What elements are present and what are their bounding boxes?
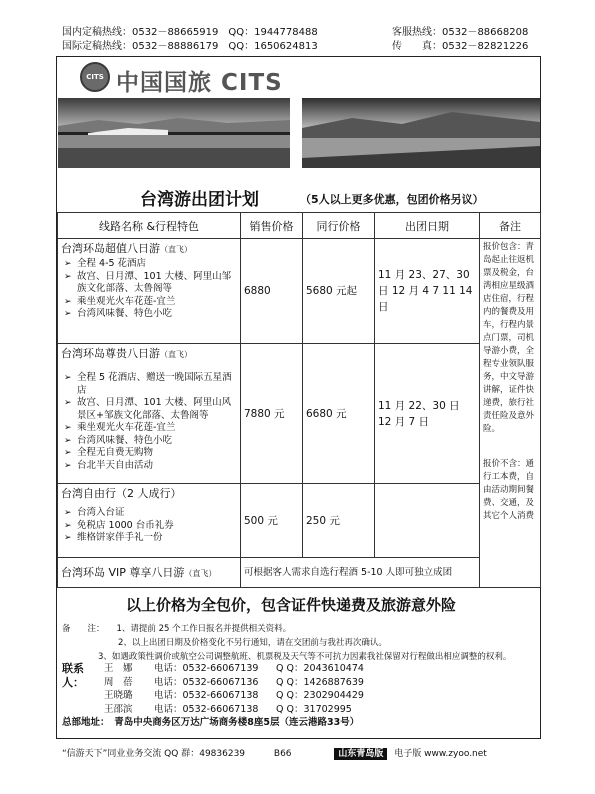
note-item: 1、请提前 25 个工作日报名并提供相关资料。 xyxy=(116,624,292,634)
list-item: ➢ 台湾入台证 xyxy=(77,507,237,520)
remark-excluded: 报价不含：通行工本费，自由活动期间餐费、交通，及其它个人消费 xyxy=(483,459,535,521)
feature-list xyxy=(61,258,237,321)
contact-row xyxy=(104,689,364,703)
list-item: ➢ 免税店 1000 台币礼券 xyxy=(77,520,237,533)
list-item: ➢ 台湾风味餐、特色小吃 xyxy=(77,308,237,321)
peer-price: 6680 元 xyxy=(303,344,375,484)
departure-dates: 11 月 22、30 日 12 月 7 日 xyxy=(375,344,480,484)
contact-row xyxy=(104,676,364,690)
sale-price: 7880 元 xyxy=(241,344,303,484)
contact-name: 周 蓓 xyxy=(104,676,133,688)
logo-text: 中国国旅 CITS xyxy=(116,70,283,96)
international-hotline: 国际定稿热线：0532－88886179 QQ：1650624813 xyxy=(62,41,318,52)
contact-qq: Q Q：31702995 xyxy=(276,703,352,715)
table-row xyxy=(58,344,541,484)
contact-phone: 电话：0532-66067136 xyxy=(154,676,259,688)
sale-price: 500 元 xyxy=(241,484,303,558)
edition-badge: 山东青岛版 xyxy=(334,748,387,760)
header-sale-price: 销售价格 xyxy=(241,213,303,239)
list-item: ➢ 全程 4-5 花酒店 xyxy=(77,258,237,271)
peer-price: 250 元 xyxy=(303,484,375,558)
header-dates: 出团日期 xyxy=(375,213,480,239)
contacts-section xyxy=(62,662,364,730)
domestic-hotline: 国内定稿热线：0532－88665919 QQ：1944778488 xyxy=(62,27,318,38)
table-row xyxy=(58,558,541,588)
table-row xyxy=(58,239,541,344)
route-name: 台湾自由行（2 人成行） xyxy=(61,487,182,500)
route-name: 台湾环岛 VIP 尊享八日游（直飞） xyxy=(61,565,217,579)
header-remarks: 备注 xyxy=(480,213,541,239)
peer-price: 5680 元起 xyxy=(303,239,375,344)
page-subtitle: （5人以上更多优惠，包团价格另议） xyxy=(300,193,484,206)
contact-row xyxy=(104,703,364,717)
remark-included: 报价包含：青岛起止往返机票及税金，台湾相应星级酒店住宿，行程内的餐费及用车，行程内景点门票，司机导游小费，全程专业领队服务，中文导游讲解，证件快递费，旅行社责任险及意外险。 xyxy=(483,242,535,434)
feature-list xyxy=(61,372,237,472)
route-name: 台湾环岛尊贵八日游（直飞） xyxy=(61,347,192,360)
list-item: ➢ 乘坐观光火车花莲-宜兰 xyxy=(77,422,237,435)
footer xyxy=(62,746,487,759)
header-route: 线路名称 &行程特色 xyxy=(58,213,241,239)
contact-name: 王 娜 xyxy=(104,663,133,674)
sale-price: 6880 xyxy=(241,239,303,344)
contact-qq: Q Q：2043610474 xyxy=(276,663,364,674)
feature-list xyxy=(61,507,237,545)
notes-label: 备 注： xyxy=(62,624,105,634)
contact-phone: 电话：0532-66067139 xyxy=(154,663,259,674)
cits-logo xyxy=(80,62,300,98)
list-item: ➢ 全程 5 花酒店、赠送一晚国际五星酒店 xyxy=(77,372,237,397)
fax-line: 传 真：0532－82821226 xyxy=(392,41,529,52)
contacts-label: 联系人： xyxy=(62,662,84,689)
table-header-row xyxy=(58,213,541,239)
list-item: ➢ 台湾风味餐、特色小吃 xyxy=(77,435,237,448)
note-item: 3、如遇政策性调价或航空公司调整航班、机票税及天气等不可抗力因素我社保留对行程做出相应调整的权利。 xyxy=(98,652,512,662)
table-row xyxy=(58,484,541,558)
list-item: ➢ 故宫、日月潭、101 大楼、阿里山邹族文化部落、太鲁阁等 xyxy=(77,271,237,296)
list-item: ➢ 维格饼家伴手礼一份 xyxy=(77,532,237,545)
list-item: ➢ 台北半天自由活动 xyxy=(77,460,237,473)
price-summary: 以上价格为全包价，包含证件快递费及旅游意外险 xyxy=(126,596,457,614)
departure-dates xyxy=(375,484,480,558)
footer-qq-group: “信游天下”同业业务交流 QQ 群：49836239 xyxy=(62,749,246,759)
list-item: ➢ 故宫、日月潭、101 大楼、阿里山风景区+邹族文化部落、太鲁阁等 xyxy=(77,397,237,422)
contact-name: 王晓璐 xyxy=(104,690,133,701)
departure-dates: 11 月 23、27、30 日 12 月 4 7 11 14 日 xyxy=(375,239,480,344)
page-number: B66 xyxy=(273,749,292,759)
footer-website: 电子版 www.zyoo.net xyxy=(394,749,487,759)
customer-hotline: 客服热线：0532－88668208 xyxy=(392,27,529,38)
list-item: ➢ 乘坐观光火车花莲-宜兰 xyxy=(77,296,237,309)
hq-address: 总部地址： 青岛中央商务区万达广场商务楼8座5层（连云港路33号） xyxy=(62,717,360,728)
contact-qq: Q Q：1426887639 xyxy=(276,676,364,688)
cits-emblem-icon: CITS xyxy=(80,62,110,92)
contact-phone: 电话：0532-66067138 xyxy=(154,690,259,701)
notes-section xyxy=(62,622,511,664)
note-item: 2、以上出团日期及价格变化不另行通知，请在交团前与我社再次确认。 xyxy=(118,638,387,648)
contact-phone: 电话：0532-66067138 xyxy=(154,703,259,715)
vip-note: 可根据客人需求自选行程酒 5-10 人即可独立成团 xyxy=(241,558,480,588)
route-name: 台湾环岛超值八日游（直飞） xyxy=(61,242,192,255)
page-title: 台湾游出团计划 xyxy=(140,190,259,210)
list-item: ➢ 全程无自费无购物 xyxy=(77,447,237,460)
tour-table xyxy=(57,212,541,588)
contact-row xyxy=(104,662,364,676)
lake-photo xyxy=(302,98,540,168)
harbor-photo xyxy=(58,98,290,168)
remarks-cell xyxy=(480,239,541,588)
contact-name: 王邵滨 xyxy=(104,703,133,715)
header-peer-price: 同行价格 xyxy=(303,213,375,239)
contact-qq: Q Q：2302904429 xyxy=(276,690,364,701)
